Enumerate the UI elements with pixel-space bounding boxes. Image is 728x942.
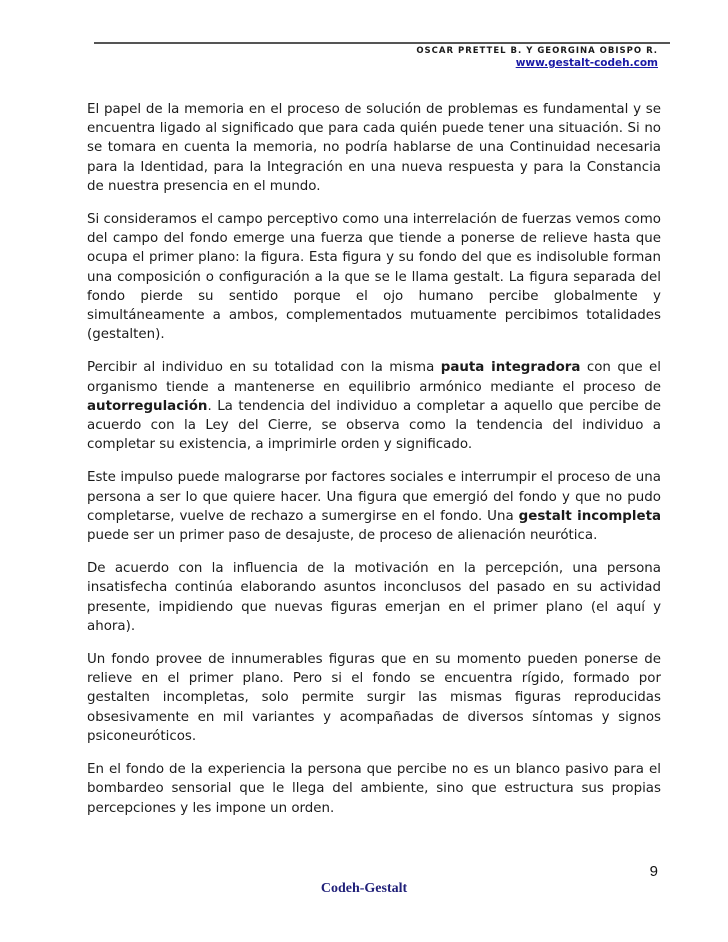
paragraph	[87, 650, 661, 746]
text-run: En el fondo de la experiencia la persona que percibe no es un blanco pasivo para el bombardeo sensorial que le llega del ambiente, sino que estructura sus propias percepciones y les impone un orden.	[87, 762, 661, 816]
header-authors: OSCAR PRETTEL B. Y GEORGINA OBISPO R.	[416, 46, 658, 56]
paragraph	[87, 210, 661, 344]
paragraph	[87, 559, 661, 636]
header-divider	[94, 42, 670, 44]
text-run: Un fondo provee de innumerables figuras que en su momento pueden ponerse de relieve en el primer plano. Pero si el fondo se encuentra rígido, formado por gestalten incompletas, solo permite surgir las mismas figuras reproducidas obsesivamente en mil variantes y acompañadas de diversos síntomas y signos psiconeuróticos.	[87, 652, 661, 744]
document-body	[87, 100, 661, 832]
text-run: con que el organismo tiende a mantenerse en equilibrio armónico mediante el proceso de	[87, 360, 661, 395]
emphasized-term: pauta integradora	[440, 360, 581, 376]
paragraph	[87, 760, 661, 818]
text-run: puede ser un primer paso de desajuste, de proceso de alienación neurótica.	[87, 528, 598, 544]
text-run: Si consideramos el campo perceptivo como una interrelación de fuerzas vemos como del campo del fondo emerge una fuerza que tiende a ponerse de relieve hasta que ocupa el primer plano: la figura. Esta figura y su fondo del que es indisoluble forman una composición o configuración a la que se le llama gestalt. La figura separada del fondo pierde su sentido porque el ojo humano percibe globalmente y simultáneamente a ambos, complementados mutuamente percibimos totalidades (gestalten).	[87, 212, 661, 343]
paragraph	[87, 468, 661, 545]
footer-brand: Codeh-Gestalt	[320, 881, 408, 896]
text-run: Este impulso puede malograrse por factores sociales e interrumpir el proceso de una persona a ser lo que quiere hacer. Una figura que emergió del fondo y que no pudo completarse, vuelve de rechazo a sumergirse en el fondo. Una	[87, 470, 661, 524]
paragraph	[87, 100, 661, 196]
text-run: . La tendencia del individuo a completar a aquello que percibe de acuerdo con la Ley del Cierre, se observa como la tendencia del individuo a completar su existencia, a imprimirle orden y significado.	[87, 398, 661, 453]
text-run: De acuerdo con la influencia de la motivación en la percepción, una persona insatisfecha continúa elaborando asuntos inconclusos del pasado en su actividad presente, impidiendo que nuevas figuras emerjan en el primer plano (el aquí y ahora).	[87, 561, 661, 634]
emphasized-term: autorregulación	[87, 398, 208, 414]
page-number: 9	[649, 863, 658, 880]
paragraph	[87, 358, 661, 454]
emphasized-term: gestalt incompleta	[518, 508, 662, 524]
text-run: El papel de la memoria en el proceso de solución de problemas es fundamental y se encuentra ligado al significado que para cada quién puede tener una situación. Si no se tomara en cuenta la memoria, no podría hablarse de una Continuidad necesaria para la Identidad, para la Integración en una nueva respuesta y para la Constancia de nuestra presencia en el mundo.	[87, 102, 661, 194]
website-link[interactable]: www.gestalt-codeh.com	[515, 57, 658, 69]
text-run: Percibir al individuo en su totalidad con la misma	[87, 360, 441, 376]
